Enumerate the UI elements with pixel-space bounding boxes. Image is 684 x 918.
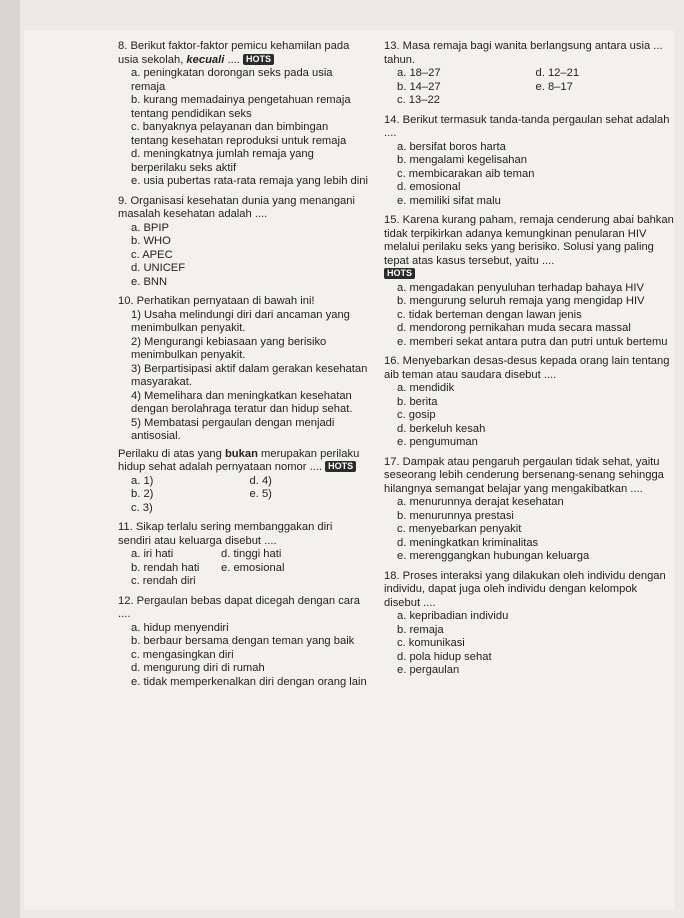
q13-option-c[interactable]: c. 13–22 [397, 94, 440, 106]
q17-option-d[interactable]: d. meningkatkan kriminalitas [397, 536, 539, 549]
q16-option-c[interactable]: c. gosip [397, 409, 436, 421]
q11-option-d[interactable]: d. tinggi hati [221, 548, 282, 560]
q16-option-a[interactable]: a. mendidik [397, 382, 455, 394]
right-column [384, 40, 674, 684]
left-column [118, 40, 368, 695]
q12-stem: 12. Pergaulan bebas dapat dicegah dengan cara .... [118, 594, 360, 620]
q14-stem: 14. Berikut termasuk tanda-tanda pergaulan sehat adalah .... [384, 113, 670, 139]
q13-option-a[interactable]: a. 18–27 [397, 67, 441, 79]
question-11 [118, 521, 368, 589]
q9-stem: 9. Organisasi kesehatan dunia yang menangani masalah kesehatan adalah .... [118, 194, 355, 220]
q10-prompt: Perilaku di atas yang [118, 447, 222, 460]
q8-option-e[interactable]: e. usia pubertas rata-rata remaja yang lebih dini [131, 175, 368, 187]
q14-option-b[interactable]: b. mengalami kegelisahan [397, 154, 527, 166]
q16-option-e[interactable]: e. pengumuman [397, 436, 478, 448]
q12-option-e[interactable]: e. tidak memperkenalkan diri dengan orang lain [131, 675, 367, 688]
q11-options [118, 548, 368, 589]
q13-option-e[interactable]: e. 8–17 [535, 80, 573, 93]
question-9 [118, 195, 368, 290]
q9-option-b[interactable]: b. WHO [131, 235, 171, 247]
q10-statement-2: 2) Mengurangi kebiasaan yang berisiko menimbulkan penyakit. [131, 335, 327, 361]
q8-option-d[interactable]: d. meningkatnya jumlah remaja yang berperilaku seks aktif [131, 148, 314, 174]
q8-stem-end: .... [227, 53, 240, 66]
q10-option-e[interactable]: e. 5) [249, 488, 272, 500]
q14-option-c[interactable]: c. membicarakan aib teman [397, 167, 535, 180]
page-binding-edge [0, 0, 20, 918]
q14-option-e[interactable]: e. memiliki sifat malu [397, 194, 501, 207]
q11-option-b[interactable]: b. rendah hati [131, 561, 200, 574]
q11-option-a[interactable]: a. iri hati [131, 548, 174, 560]
q9-option-c[interactable]: c. APEC [131, 248, 173, 261]
q15-option-e[interactable]: e. memberi sekat antara putra dan putri untuk bertemu [397, 335, 668, 348]
q16-option-b[interactable]: b. berita [397, 395, 438, 408]
q18-option-c[interactable]: c. komunikasi [397, 637, 465, 649]
q10-prompt-end: merupakan perilaku hidup sehat adalah pernyataan nomor .... [118, 447, 360, 473]
q11-option-e[interactable]: e. emosional [221, 561, 285, 574]
q8-emphasis: kecuali [186, 53, 225, 66]
question-18 [384, 570, 674, 678]
q8-stem: 8. Berikut faktor-faktor pemicu kehamilan pada usia sekolah, [118, 40, 350, 66]
q10-statement-3: 3) Berpartisipasi aktif dalam gerakan kesehatan masyarakat. [131, 362, 368, 388]
q15-option-b[interactable]: b. mengurung seluruh remaja yang mengidap HIV [397, 295, 645, 307]
q17-option-b[interactable]: b. menurunnya prestasi [397, 509, 514, 522]
q17-option-e[interactable]: e. merenggangkan hubungan keluarga [397, 550, 590, 562]
question-13 [384, 40, 674, 108]
question-12 [118, 595, 368, 690]
q10-statement-5: 5) Membatasi pergaulan dengan menjadi antisosial. [131, 416, 335, 442]
q13-option-b[interactable]: b. 14–27 [397, 80, 441, 93]
q18-stem: 18. Proses interaksi yang dilakukan oleh individu dengan individu, dapat juga oleh individu dengan kelompok disebut .... [384, 569, 666, 609]
q15-option-c[interactable]: c. tidak berteman dengan lawan jenis [397, 308, 582, 321]
q10-statement-4: 4) Memelihara dan meningkatkan kesehatan dengan berolahraga teratur dan hidup sehat. [131, 389, 353, 415]
hots-badge: HOTS [384, 268, 415, 279]
q17-stem: 17. Dampak atau pengaruh pergaulan tidak sehat, yaitu seseorang lebih cenderung bersenang-senang sehingga hilangnya semangat belajar yang mengakibatkan .... [384, 455, 664, 495]
q17-option-c[interactable]: c. menyebarkan penyakit [397, 523, 522, 535]
q15-option-a[interactable]: a. mengadakan penyuluhan terhadap bahaya HIV [397, 281, 644, 294]
q12-option-b[interactable]: b. berbaur bersama dengan teman yang baik [131, 635, 355, 647]
q11-stem: 11. Sikap terlalu sering membanggakan diri sendiri atau keluarga disebut .... [118, 521, 333, 547]
hots-badge: HOTS [243, 54, 274, 65]
question-10 [118, 295, 368, 515]
q13-options [384, 67, 674, 108]
q13-option-d[interactable]: d. 12–21 [535, 67, 580, 79]
q10-options [118, 475, 368, 516]
q18-option-a[interactable]: a. kepribadian individu [397, 610, 509, 622]
q17-option-a[interactable]: a. menurunnya derajat kesehatan [397, 496, 564, 508]
q18-option-d[interactable]: d. pola hidup sehat [397, 650, 492, 663]
q15-option-d[interactable]: d. mendorong pernikahan muda secara massal [397, 322, 631, 334]
hots-badge: HOTS [325, 461, 356, 472]
question-14 [384, 114, 674, 209]
q9-option-e[interactable]: e. BNN [131, 275, 168, 288]
q18-option-e[interactable]: e. pergaulan [397, 664, 460, 676]
q14-option-a[interactable]: a. bersifat boros harta [397, 140, 506, 153]
q18-option-b[interactable]: b. remaja [397, 623, 444, 636]
q10-option-c[interactable]: c. 3) [131, 501, 153, 514]
q10-stem: 10. Perhatikan pernyataan di bawah ini! [118, 295, 315, 307]
q12-option-c[interactable]: c. mengasingkan diri [131, 648, 234, 661]
question-16 [384, 355, 674, 450]
q10-statement-1: 1) Usaha melindungi diri dari ancaman yang menimbulkan penyakit. [131, 308, 350, 334]
question-17 [384, 456, 674, 564]
q16-stem: 16. Menyebarkan desas-desus kepada orang lain tentang aib teman atau saudara disebut .... [384, 355, 670, 381]
q15-stem: 15. Karena kurang paham, remaja cenderung abai bahkan tidak terpikirkan adanya kemungkinan penularan HIV melalui perilaku seks yang berisiko. Solusi yang paling tepat atas kasus tersebut, yaitu .... [384, 214, 674, 267]
q9-option-a[interactable]: a. BPIP [131, 221, 169, 234]
q13-stem: 13. Masa remaja bagi wanita berlangsung antara usia ... tahun. [384, 40, 663, 66]
q10-option-a[interactable]: a. 1) [131, 474, 154, 487]
q9-option-d[interactable]: d. UNICEF [131, 262, 186, 274]
q8-option-b[interactable]: b. kurang memadainya pengetahuan remaja tentang pendidikan seks [131, 94, 351, 120]
q14-option-d[interactable]: d. emosional [397, 181, 461, 193]
q12-option-d[interactable]: d. mengurung diri di rumah [131, 662, 265, 674]
question-15 [384, 214, 674, 349]
q10-option-d[interactable]: d. 4) [249, 474, 272, 487]
q11-option-c[interactable]: c. rendah diri [131, 575, 196, 587]
question-8 [118, 40, 368, 189]
q8-option-a[interactable]: a. peningkatan dorongan seks pada usia remaja [131, 67, 333, 93]
q16-option-d[interactable]: d. berkeluh kesah [397, 422, 486, 435]
q8-option-c[interactable]: c. banyaknya pelayanan dan bimbingan tentang kesehatan reproduksi untuk remaja [131, 121, 347, 147]
q10-option-b[interactable]: b. 2) [131, 488, 154, 500]
q12-option-a[interactable]: a. hidup menyendiri [131, 621, 229, 634]
q10-emphasis: bukan [224, 447, 258, 460]
